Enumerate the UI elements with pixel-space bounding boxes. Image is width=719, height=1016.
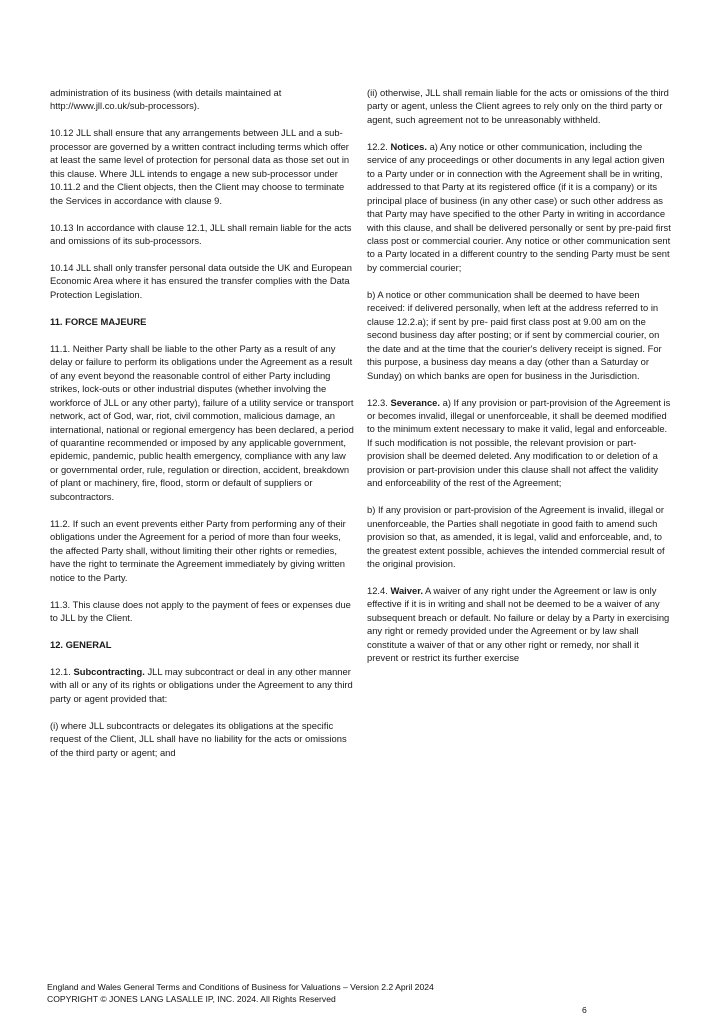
page-number: 6 (582, 1005, 587, 1015)
clause-number: 12.4. (367, 585, 388, 596)
clause-title-severance: Severance. (390, 396, 440, 408)
clause-number: 12.2. (367, 140, 388, 152)
paragraph-12-1 (50, 665, 355, 705)
footer-document-title: England and Wales General Terms and Conditions of Business for Valuations – Version 2.2 April 2024 (47, 982, 434, 992)
clause-title-subcontracting: Subcontracting. (73, 665, 145, 677)
right-column (367, 86, 672, 678)
heading-general: 12. GENERAL (50, 638, 112, 650)
paragraph-12-3b: b) If any provision or part-provision of the Agreement is invalid, illegal or unenforceable, the Parties shall negotiate in good faith to amend such provision so that, as amended, it is legal, valid and enforceable, and, to the greatest extent possible, achieves the intended commercial result of the original provision. (367, 504, 665, 570)
paragraph-10-12: 10.12 JLL shall ensure that any arrangements between JLL and a sub-processor are governed by a written contract including terms which offer at least the same level of protection for personal data as those set out in this clause. Where JLL intends to engage a new sub-processor under 10.11.2 and the Client objects, then the Client may choose to terminate the Services in accordance with clause 9. (50, 127, 350, 206)
paragraph-12-1-i: (i) where JLL subcontracts or delegates its obligations at the specific request of the Client, JLL shall have no liability for the acts or omissions of the third party or agent; and (50, 719, 347, 758)
clause-text: a) If any provision or part-provision of the Agreement is or becomes invalid, illegal or unenforceable, it shall be deemed modified to the minimum extent necessary to make it valid, legal and enforceable. If such modification is not possible, the relevant provision or part-provision shall be deemed deleted. Any modification to or deletion of a provision or part-provision under this clause shall not affect the validity and enforceability of the rest of the Agreement; (367, 396, 671, 489)
paragraph-12-2a (367, 140, 672, 275)
paragraph-11-2: 11.2. If such an event prevents either Party from performing any of their obligations under the Agreement for a period of more than four weeks, the affected Party shall, without limiting their other rights or remedies, have the right to terminate the Agreement immediately by giving written notice to the Party. (50, 517, 346, 583)
paragraph-11-3: 11.3. This clause does not apply to the payment of fees or expenses due to JLL by the Client. (50, 598, 351, 623)
clause-text: A waiver of any right under the Agreement or law is only effective if it is in writing and shall not be deemed to be a waiver of any subsequent breach or default. No failure or delay by a Party in exercising any right or remedy provided under the Agreement or by law shall constitute a waiver of that or any other right or remedy, nor shall it prevent or restrict its further exercise (367, 585, 670, 664)
paragraph-12-1-ii: (ii) otherwise, JLL shall remain liable for the acts or omissions of the third party or agent, unless the Client agrees to rely only on the third party or agent, such agreement not to be unreasonably withheld. (367, 87, 669, 125)
paragraph-12-3a (367, 396, 672, 490)
paragraph-10-13: 10.13 In accordance with clause 12.1, JLL shall remain liable for the acts and omissions of its sub-processors. (50, 221, 352, 247)
clause-text: a) Any notice or other communication, including the service of any proceedings or other documents in any legal action given to a Party under or in connection with the Agreement shall be in writing, addressed to that Party at its registered office (if it is a company) or its principal place of business (in any other case) or such other address as that Party may have specified to the other Party in writing in accordance with this clause, and shall be delivered personally or sent by pre-paid first class post or commercial courier. Any notice or other communication sent to a Party located in a different country to the sending Party must be sent by commercial courier; (367, 140, 671, 273)
page-footer (47, 981, 434, 1005)
left-column (50, 86, 355, 773)
paragraph-12-2b: b) A notice or other communication shall be deemed to have been received: if delivered personally, when left at the address referred to in clause 12.2.a); if sent by pre- paid first class post at 9.00 am on the second business day after posting; or if sent by commercial courier, on the date and at the time that the courier's delivery receipt is signed. For this purpose, a business day means a day (other than a Saturday or Sunday) on which banks are open for business in the Jurisdiction. (367, 288, 662, 381)
heading-force-majeure: 11. FORCE MAJEURE (50, 315, 147, 327)
paragraph-10-11-end: administration of its business (with details maintained at http://www.jll.co.uk/sub-processors). (50, 87, 282, 112)
footer-copyright: COPYRIGHT © JONES LANG LASALLE IP, INC. 2024. All Rights Reserved (47, 994, 336, 1004)
clause-number: 12.1. (50, 665, 71, 677)
paragraph-12-4 (367, 584, 672, 665)
clause-text: JLL may subcontract or deal in any other manner with all or any of its rights or obligations under the Agreement to any third party or agent provided that: (50, 665, 353, 704)
paragraph-10-14: 10.14 JLL shall only transfer personal data outside the UK and European Economic Area where it has ensured the transfer complies with the Data Protection Legislation. (50, 262, 352, 300)
clause-title-waiver: Waiver. (390, 585, 423, 596)
paragraph-11-1: 11.1. Neither Party shall be liable to the other Party as a result of any delay or failure to perform its obligations under the Agreement as a result of any event beyond the reasonable control of either Party including strikes, lock-outs or other industrial disputes (whether involving the workforce of JLL or any other party), failure of a utility service or transport network, act of God, war, riot, civil commotion, malicious damage, an international, national or regional emergency has been declared, a period of quarantine recommended or imposed by any applicable government, epidemic, pandemic, public health emergency, compliance with any law or governmental order, rule, regulation or direction, accident, breakdown of plant or machinery, fire, flood, storm or default of suppliers or subcontractors. (50, 342, 354, 502)
clause-title-notices: Notices. (390, 140, 427, 152)
clause-number: 12.3. (367, 396, 388, 408)
